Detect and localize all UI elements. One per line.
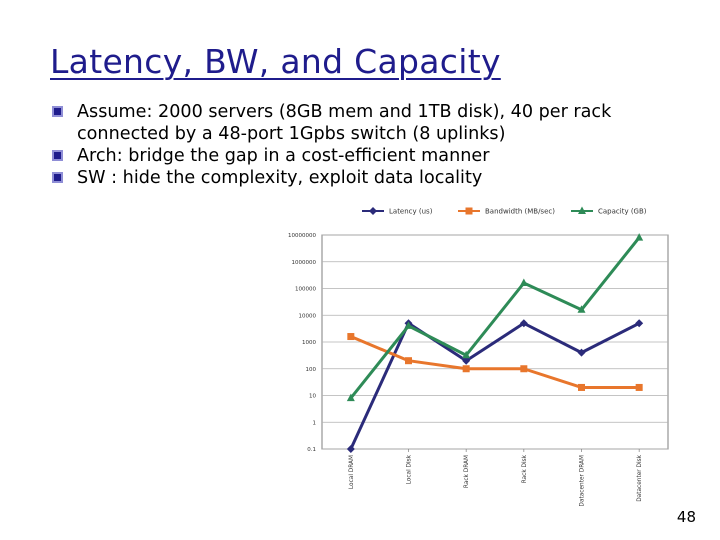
x-category-label: Rack Disk [521,455,528,484]
x-category-label: Local Disk [406,455,413,485]
bullet-text: SW : hide the complexity, exploit data locality [77,168,483,188]
x-category-label: Datacenter DRAM [579,455,586,507]
y-tick-label: 0.1 [307,447,316,453]
y-tick-label: 100 [305,366,316,373]
data-point [636,384,643,391]
x-category-label: Rack DRAM [464,455,471,489]
legend-marker [369,207,377,215]
y-tick-label: 1 [312,420,316,427]
bullet-text: Arch: bridge the gap in a cost-efficient manner [77,146,490,166]
y-tick-label: 10000 [298,313,316,320]
legend-label: Capacity (GB) [598,207,647,216]
slide-number: 48 [676,508,696,526]
bullet-text: Assume: 2000 servers (8GB mem and 1TB disk), 40 per rack connected by a 48-port 1Gpbs switch (8 uplinks) [77,102,612,144]
legend-label: Latency (us) [389,207,433,216]
legend-label: Bandwidth (MB/sec) [485,207,555,216]
data-point [405,357,412,364]
y-tick-label: 10 [309,393,316,400]
x-category-label: Local DRAM [348,455,355,490]
slide-title: Latency, BW, and Capacity [50,42,501,81]
y-tick-label: 1000000 [291,259,316,266]
y-tick-label: 1000 [302,340,316,346]
y-tick-label: 10000000 [288,233,316,239]
data-point [347,333,354,340]
data-point [578,384,585,391]
data-point [463,365,470,372]
y-tick-label: 100000 [295,286,316,293]
legend-marker [466,208,473,215]
data-point [520,365,527,372]
x-category-label: Datacenter Disk [637,455,644,502]
